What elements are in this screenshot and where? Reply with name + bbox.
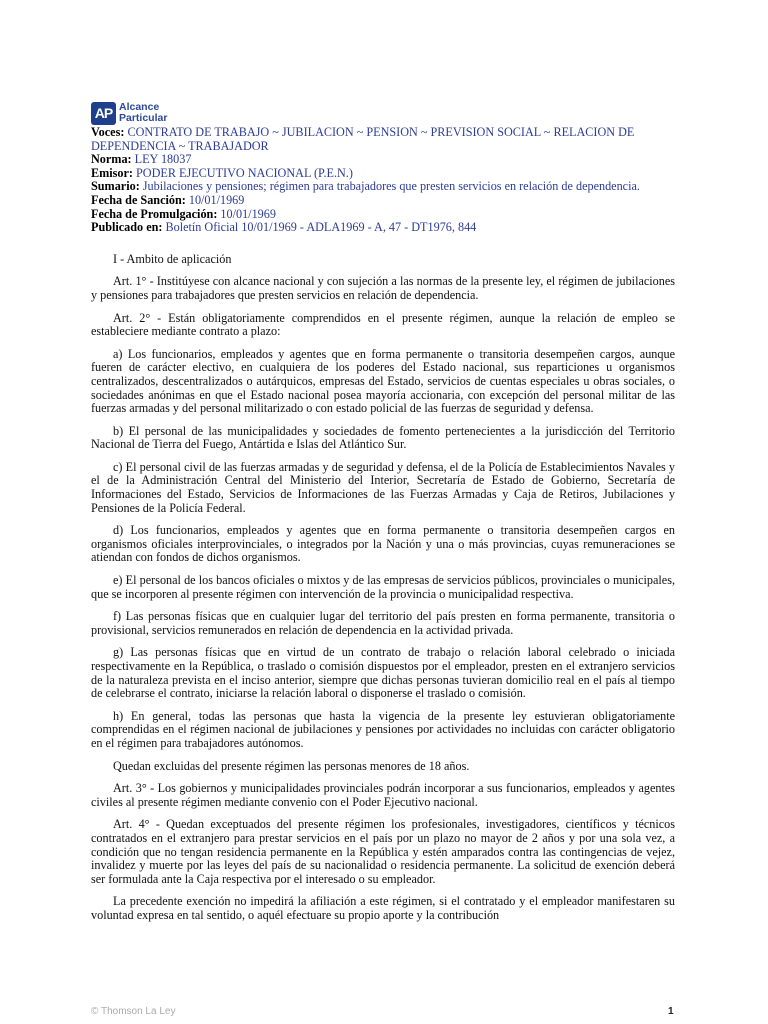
logo-line-1: Alcance xyxy=(119,101,160,113)
article-paragraph: h) En general, todas las personas que hasta la vigencia de la presente ley estuvieran obligatoriamente comprendidas en el régimen nacional de jubilaciones y pensiones por actividades no incluidas con carácter obligatorio en el régimen para trabajadores autónomos. xyxy=(91,708,675,750)
meta-label: Fecha de Sanción: xyxy=(91,192,186,207)
article-paragraph: d) Los funcionarios, empleados y agentes que en forma permanente o transitoria desempeñen cargos en organismos oficiales interprovinciales, o integrados por la Nación y una o más provincias, cuyas remuneraciones se atiendan con fondos de dichos organismos. xyxy=(91,523,675,565)
ap-logo-icon: AP xyxy=(91,102,116,125)
meta-value: CONTRATO DE TRABAJO ~ JUBILACION ~ PENSION ~ PREVISION SOCIAL ~ RELACION DE DEPENDENCIA ~ TRABAJADOR xyxy=(91,125,635,153)
article-paragraph: e) El personal de los bancos oficiales o mixtos y de las empresas de servicios públicos, provinciales o municipales, que se incorporen al presente régimen con intervención de la provincia o municipalidad respectiva. xyxy=(91,573,675,601)
article-paragraph: c) El personal civil de las fuerzas armadas y de seguridad y defensa, el de la Policía de Establecimientos Navales y el de la Administración Central del Ministerio del Interior, Secretaría de Estado de Gobierno, Secretaría de Informaciones del Estado, Servicios de Informaciones de las Fuerzas Armadas y Caja de Retiros, Jubilaciones y Pensiones de la Policía Federal. xyxy=(91,459,675,515)
meta-value: Boletín Oficial 10/01/1969 - ADLA1969 - A, 47 - DT1976, 844 xyxy=(165,220,477,235)
article-paragraph: f) Las personas físicas que en cualquier lugar del territorio del país presten en forma permanente, transitoria o provisional, servicios remunerados en relación de dependencia en la actividad privada. xyxy=(91,609,675,637)
page-number: 1 xyxy=(668,1006,674,1017)
law-body xyxy=(91,253,675,923)
meta-value: 10/01/1969 xyxy=(188,192,245,207)
meta-label: Publicado en: xyxy=(91,220,163,235)
meta-fecha-sancion xyxy=(91,194,675,208)
article-paragraph: Art. 1° - Institúyese con alcance nacional y con sujeción a las normas de la presente ley, el régimen de jubilaciones y pensiones para trabajadores que presten servicios en relación de dependencia. xyxy=(91,274,675,302)
section-heading: I - Ambito de aplicación xyxy=(113,251,232,266)
publisher-logo xyxy=(91,98,675,128)
article-paragraph: Art. 3° - Los gobiernos y municipalidades provinciales podrán incorporar a sus funcionarios, empleados y agentes civiles al presente régimen mediante convenio con el Poder Ejecutivo nacional. xyxy=(91,781,675,809)
article-paragraph: g) Las personas físicas que en virtud de un contrato de trabajo o relación laboral celebrado o iniciada respectivamente en la República, o traslado o comisión dispuestos por el empleador, presten en el extranjero servicios de la naturaleza prevista en el inciso anterior, siempre que dichas personas tuvieran domicilio real en el país al tiempo de celebrarse el contrato, iniciarse la relación laboral o disponerse el traslado o comisión. xyxy=(91,645,675,701)
article-paragraph: La precedente exención no impedirá la afiliación a este régimen, si el contratado y el empleador manifestaren su voluntad expresa en tal sentido, o aquél efectuare su propio aporte y la contribución xyxy=(91,894,675,922)
meta-emisor xyxy=(91,167,675,181)
meta-label: Sumario: xyxy=(91,179,140,194)
article-paragraph: a) Los funcionarios, empleados y agentes que en forma permanente o transitoria desempeñen cargos, aunque fueren de carácter electivo, en cualquiera de los poderes del Estado nacional, sus reparticiones u organismos centralizados, descentralizados o autárquicos, empresas del Estado, servicios de cuentas especiales u obras sociales, o sociedades anónimas en que el Estado nacional posea mayoría accionaria, con excepción del personal militar de las fuerzas armadas y del personal militarizado o con estado policial de las fuerzas de seguridad y defensa. xyxy=(91,346,675,416)
meta-voces xyxy=(91,126,675,153)
meta-sumario xyxy=(91,180,675,194)
meta-publicado-en xyxy=(91,221,675,235)
meta-value: 10/01/1969 xyxy=(220,206,276,221)
article-paragraph: Art. 2° - Están obligatoriamente comprendidos en el presente régimen, aunque la relación de empleo se estableciere mediante contrato a plazo: xyxy=(91,310,675,339)
logo-line-2: Particular xyxy=(119,112,168,124)
meta-label: Emisor: xyxy=(91,165,133,180)
article-paragraph: Art. 4° - Quedan exceptuados del presente régimen los profesionales, investigadores, científicos y técnicos contratados en el extranjero para prestar servicios en el país por un plazo no mayor de 2 años y por una sola vez, a condición que no tengan residencia permanente en la República y estén amparados contra las contingencias de vejez, invalidez y muerte por las leyes del país de su nacionalidad o residencia permanente. La solicitud de exención deberá ser formulada ante la Caja respectiva por el interesado o su empleador. xyxy=(91,817,675,886)
document-metadata xyxy=(91,126,675,235)
meta-value: LEY 18037 xyxy=(134,152,192,167)
logo-wordmark xyxy=(119,102,167,124)
meta-label: Norma: xyxy=(91,152,132,167)
meta-label: Voces: xyxy=(91,125,125,139)
meta-norma xyxy=(91,153,675,167)
document-page xyxy=(91,98,675,932)
meta-value: PODER EJECUTIVO NACIONAL (P.E.N.) xyxy=(136,165,353,180)
meta-label: Fecha de Promulgación: xyxy=(91,206,218,221)
article-paragraph: Quedan excluidas del presente régimen las personas menores de 18 años. xyxy=(113,758,470,773)
article-paragraph: b) El personal de las municipalidades y sociedades de fomento pertenecientes a la jurisdicción del Territorio Nacional de Tierra del Fuego, Antártida e Islas del Atlántico Sur. xyxy=(91,423,675,452)
footer-copyright: © Thomson La Ley xyxy=(91,1006,176,1017)
meta-fecha-promulgacion xyxy=(91,208,675,222)
meta-value: Jubilaciones y pensiones; régimen para trabajadores que presten servicios en relación de dependencia. xyxy=(142,179,640,194)
